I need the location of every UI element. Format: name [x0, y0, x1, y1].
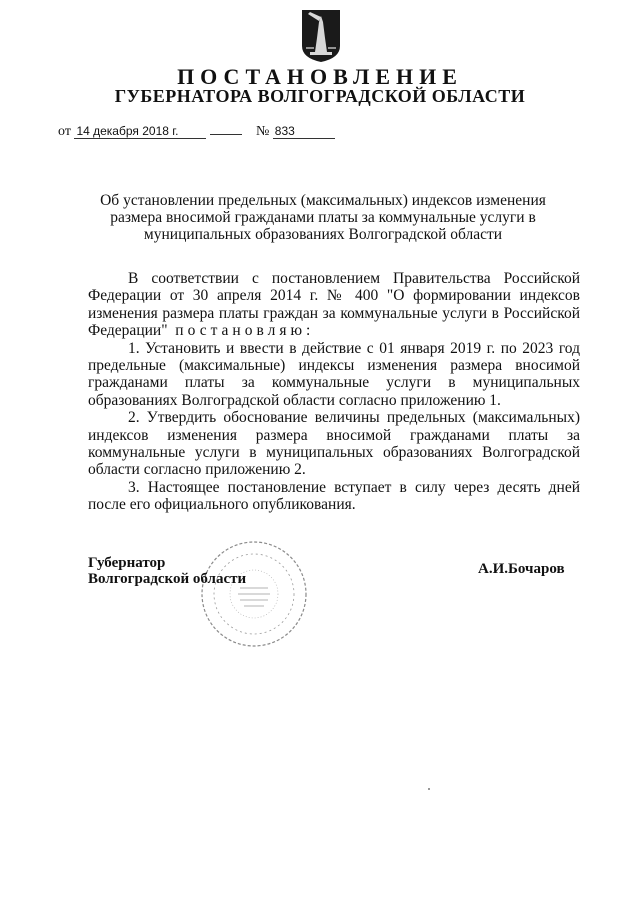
- date-label: от: [58, 124, 71, 139]
- position-line-1: Губернатор: [88, 555, 166, 571]
- decree-word: постановляю:: [175, 322, 315, 340]
- item-1: 1. Установить и ввести в действие с 01 января 2019 г. по 2023 год предельные (максимальные) индексы изменения размера вносимой гражданами платы за коммунальные услуги в муниципальных образованиях Волгоградской области согласно приложению 1.: [88, 339, 580, 409]
- signatory-position: [88, 555, 246, 587]
- preamble-text: В соответствии с постановлением Правительства Российской Федерации от 30 апреля 2014 г. № 400 "О формировании индексов изменения размера платы граждан за коммунальные услуги в Российской Федерации": [88, 270, 580, 340]
- signatory-name: А.И.Бочаров: [478, 561, 565, 577]
- item-3: 3. Настоящее постановление вступает в силу через десять дней после его официального опубликования.: [88, 478, 580, 514]
- registration-line: [58, 124, 335, 140]
- registration-number: 833: [273, 124, 335, 139]
- number-label: №: [255, 124, 270, 139]
- document-type-title: ПОСТАНОВЛЕНИЕ: [177, 64, 463, 89]
- document-subject: Об установлении предельных (максимальных) индексов изменения размера вносимой гражданами платы за коммунальные услуги в муниципальных образованиях Волгоградской области: [100, 192, 546, 243]
- registration-date: 14 декабря 2018 г.: [74, 124, 206, 139]
- coat-of-arms-emblem: [300, 8, 342, 64]
- issuing-authority: ГУБЕРНАТОРА ВОЛГОГРАДСКОЙ ОБЛАСТИ: [114, 86, 526, 106]
- item-2: 2. Утвердить обоснование величины предельных (максимальных) индексов изменения размера вносимой гражданами платы за коммунальные услуги в муниципальных образованиях Волгоградской области согласно приложению 2.: [88, 409, 580, 479]
- scan-speck: [428, 788, 430, 790]
- document-body: [88, 270, 580, 514]
- underline-blank: [210, 134, 242, 135]
- preamble-paragraph: [88, 270, 580, 340]
- position-line-2: Волгоградской области: [88, 571, 247, 587]
